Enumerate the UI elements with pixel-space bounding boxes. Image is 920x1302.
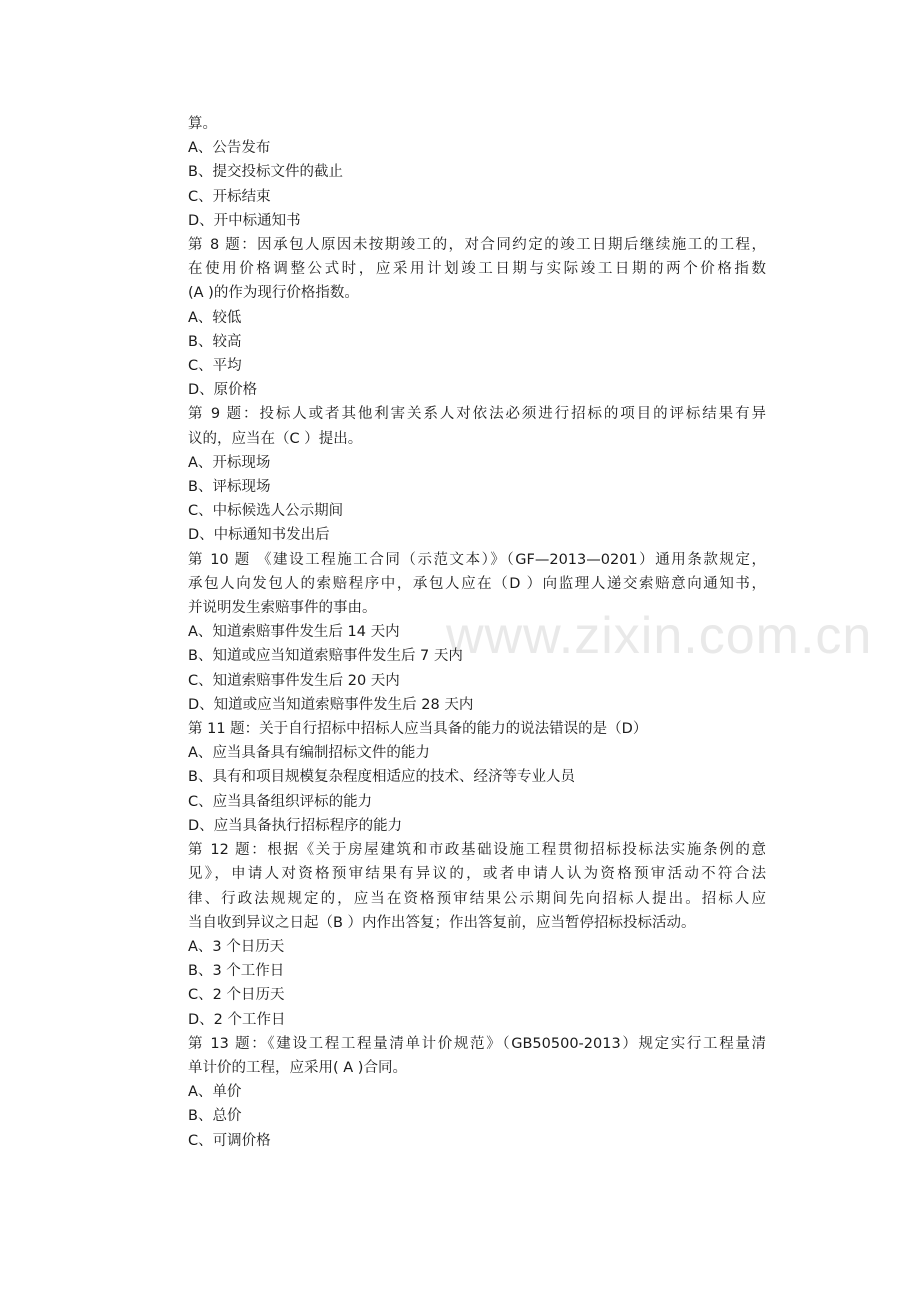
question-text-line: 见》，申请人对资格预审结果有异议的，或者申请人认为资格预审活动不符合法: [188, 866, 766, 883]
answer-option: B、评标现场: [188, 479, 271, 496]
answer-option: A、公告发布: [188, 140, 271, 157]
answer-option: C、知道索赔事件发生后 20 天内: [188, 672, 400, 689]
question-text-line: 第 8 题：因承包人原因未按期竣工的，对合同约定的竣工日期后继续施工的工程，: [188, 237, 766, 254]
answer-option: D、2 个工作日: [188, 1011, 286, 1028]
question-text-line: (A )的作为现行价格指数。: [188, 285, 359, 302]
answer-option: A、应当具备具有编制招标文件的能力: [188, 745, 430, 762]
answer-option: B、总价: [188, 1108, 242, 1125]
answer-option: D、应当具备执行招标程序的能力: [188, 817, 403, 834]
text-line: 算。: [188, 116, 217, 132]
answer-option: C、开标结束: [188, 188, 271, 205]
answer-option: B、知道或应当知道索赔事件发生后 7 天内: [188, 648, 463, 665]
question-text-line: 第 9 题：投标人或者其他利害关系人对依法必须进行招标的项目的评标结果有异: [188, 406, 766, 423]
question-text-line: 律、行政法规规定的，应当在资格预审结果公示期间先向招标人提出。招标人应: [188, 890, 766, 907]
answer-option: D、知道或应当知道索赔事件发生后 28 天内: [188, 696, 474, 713]
answer-option: D、开中标通知书: [188, 212, 301, 229]
answer-option: D、原价格: [188, 382, 258, 399]
question-text-line: 议的，应当在（C ）提出。: [188, 430, 363, 447]
answer-option: A、较低: [188, 309, 242, 326]
answer-option: B、具有和项目规模复杂程度相适应的技术、经济等专业人员: [188, 769, 575, 786]
question-text-line: 承包人向发包人的索赔程序中，承包人应在（D ）向监理人递交索赔意向通知书，: [188, 575, 766, 592]
document-body: [188, 112, 766, 1153]
question-text-line: 单计价的工程，应采用( A )合同。: [188, 1059, 407, 1076]
watermark: www.zixin.com.cn: [446, 607, 873, 665]
answer-option: A、3 个日历天: [188, 938, 285, 955]
question-text-line: 并说明发生索赔事件的事由。: [188, 600, 377, 617]
question-text-line: 在使用价格调整公式时，应采用计划竣工日期与实际竣工日期的两个价格指数: [188, 261, 766, 278]
question-text-line: 当自收到异议之日起（B ）内作出答复；作出答复前，应当暂停招标投标活动。: [188, 914, 696, 931]
answer-option: A、单价: [188, 1084, 242, 1101]
answer-option: B、较高: [188, 333, 242, 350]
answer-option: C、可调价格: [188, 1132, 271, 1149]
answer-option: C、中标候选人公示期间: [188, 503, 344, 520]
answer-option: B、3 个工作日: [188, 963, 285, 980]
answer-option: A、开标现场: [188, 454, 271, 471]
answer-option: C、应当具备组织评标的能力: [188, 793, 373, 810]
answer-option: D、中标通知书发出后: [188, 527, 330, 544]
answer-option: C、平均: [188, 358, 242, 375]
answer-option: C、2 个日历天: [188, 987, 285, 1004]
question-text-line: 第 11 题：关于自行招标中招标人应当具备的能力的说法错误的是（D）: [188, 721, 648, 738]
question-text-line: 第 13 题：《建设工程工程量清单计价规范》（GB50500-2013）规定实行工程量清: [188, 1035, 766, 1052]
answer-option: B、提交投标文件的截止: [188, 164, 343, 181]
answer-option: A、知道索赔事件发生后 14 天内: [188, 624, 400, 641]
question-text-line: 第 12 题：根据《关于房屋建筑和市政基础设施工程贯彻招标投标法实施条例的意: [188, 842, 766, 859]
question-text-line: 第 10 题 《建设工程施工合同（示范文本）》（GF—2013—0201）通用条款规定，: [188, 551, 766, 568]
